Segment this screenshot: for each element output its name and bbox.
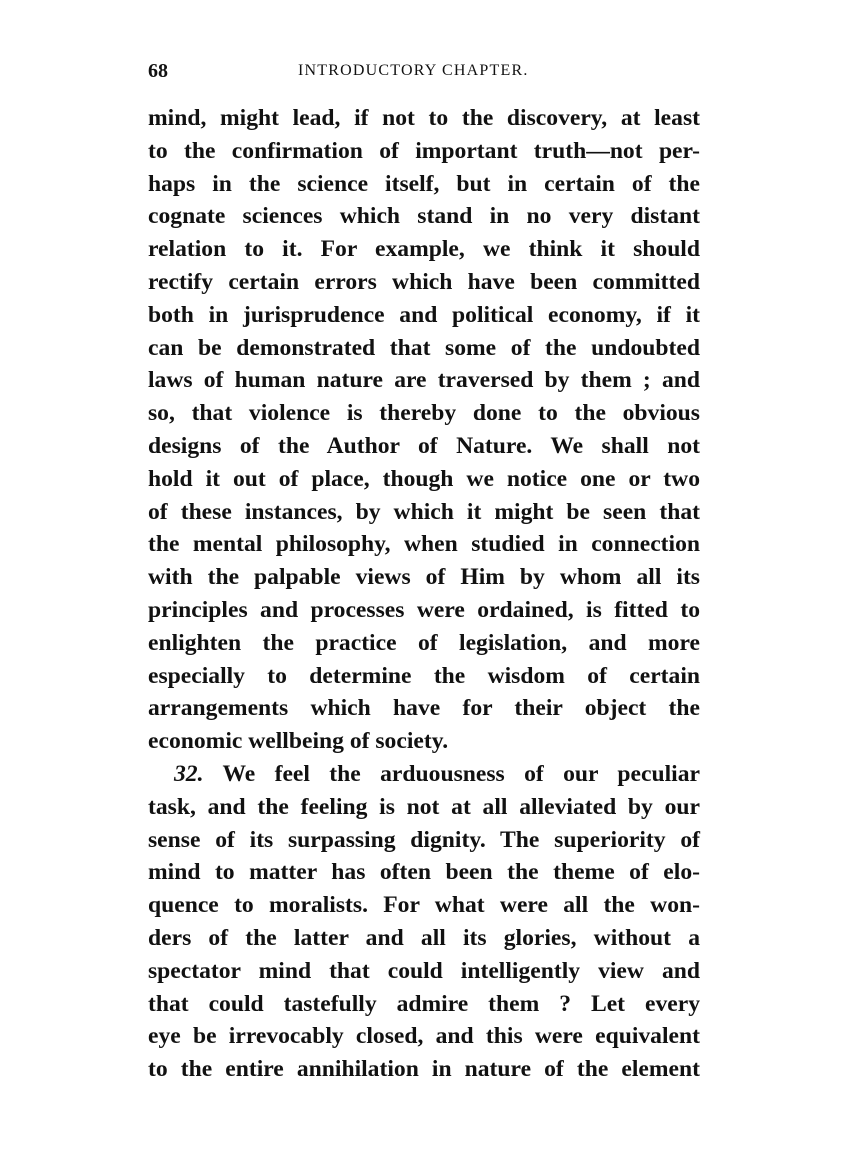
text-line: principles and processes were ordained, is fitted to bbox=[148, 596, 700, 623]
text-line: laws of human nature are traversed by them ; and bbox=[148, 367, 700, 394]
section-first-line-text: We feel the arduousness of our peculiar bbox=[222, 760, 700, 787]
text-line: relation to it. For example, we think it should bbox=[148, 236, 700, 263]
text-line: both in jurisprudence and political economy, if it bbox=[148, 301, 700, 328]
text-line: haps in the science itself, but in certain of the bbox=[148, 170, 700, 197]
text-line: that could tastefully admire them ? Let every bbox=[148, 990, 700, 1017]
text-line: especially to determine the wisdom of certain bbox=[148, 662, 700, 689]
text-line: eye be irrevocably closed, and this were equivalent bbox=[148, 1023, 700, 1050]
text-line: task, and the feeling is not at all alleviated by our bbox=[148, 793, 700, 820]
text-line: sense of its surpassing dignity. The superiority of bbox=[148, 826, 700, 853]
text-line: spectator mind that could intelligently view and bbox=[148, 957, 700, 984]
text-line: cognate sciences which stand in no very distant bbox=[148, 203, 700, 230]
text-line: hold it out of place, though we notice one or two bbox=[148, 465, 700, 492]
running-head bbox=[148, 56, 700, 86]
section-number: 32. bbox=[174, 760, 204, 787]
text-line: ders of the latter and all its glories, without a bbox=[148, 924, 700, 951]
text-line: of these instances, by which it might be seen that bbox=[148, 498, 700, 525]
text-line: with the palpable views of Him by whom all its bbox=[148, 564, 700, 591]
page-number: 68 bbox=[148, 60, 168, 82]
text-line: so, that violence is thereby done to the obvious bbox=[148, 400, 700, 427]
body-text bbox=[148, 102, 700, 1086]
text-line: arrangements which have for their object the bbox=[148, 695, 700, 722]
text-line: mind to matter has often been the theme of elo- bbox=[148, 859, 700, 886]
text-line: to the entire annihilation in nature of the element bbox=[148, 1056, 700, 1083]
text-line: enlighten the practice of legislation, and more bbox=[148, 629, 700, 656]
text-line: rectify certain errors which have been committed bbox=[148, 268, 700, 295]
text-line: designs of the Author of Nature. We shall not bbox=[148, 432, 700, 459]
chapter-title: INTRODUCTORY CHAPTER. bbox=[298, 62, 529, 79]
paragraph-last-line: economic wellbeing of society. bbox=[148, 728, 449, 755]
text-line: to the confirmation of important truth—not per- bbox=[148, 137, 700, 164]
section-first-line bbox=[148, 758, 700, 791]
text-line: can be demonstrated that some of the undoubted bbox=[148, 334, 700, 361]
text-line: the mental philosophy, when studied in connection bbox=[148, 531, 700, 558]
text-line: mind, might lead, if not to the discovery, at least bbox=[148, 105, 700, 131]
text-line: quence to moralists. For what were all the won- bbox=[148, 892, 700, 919]
